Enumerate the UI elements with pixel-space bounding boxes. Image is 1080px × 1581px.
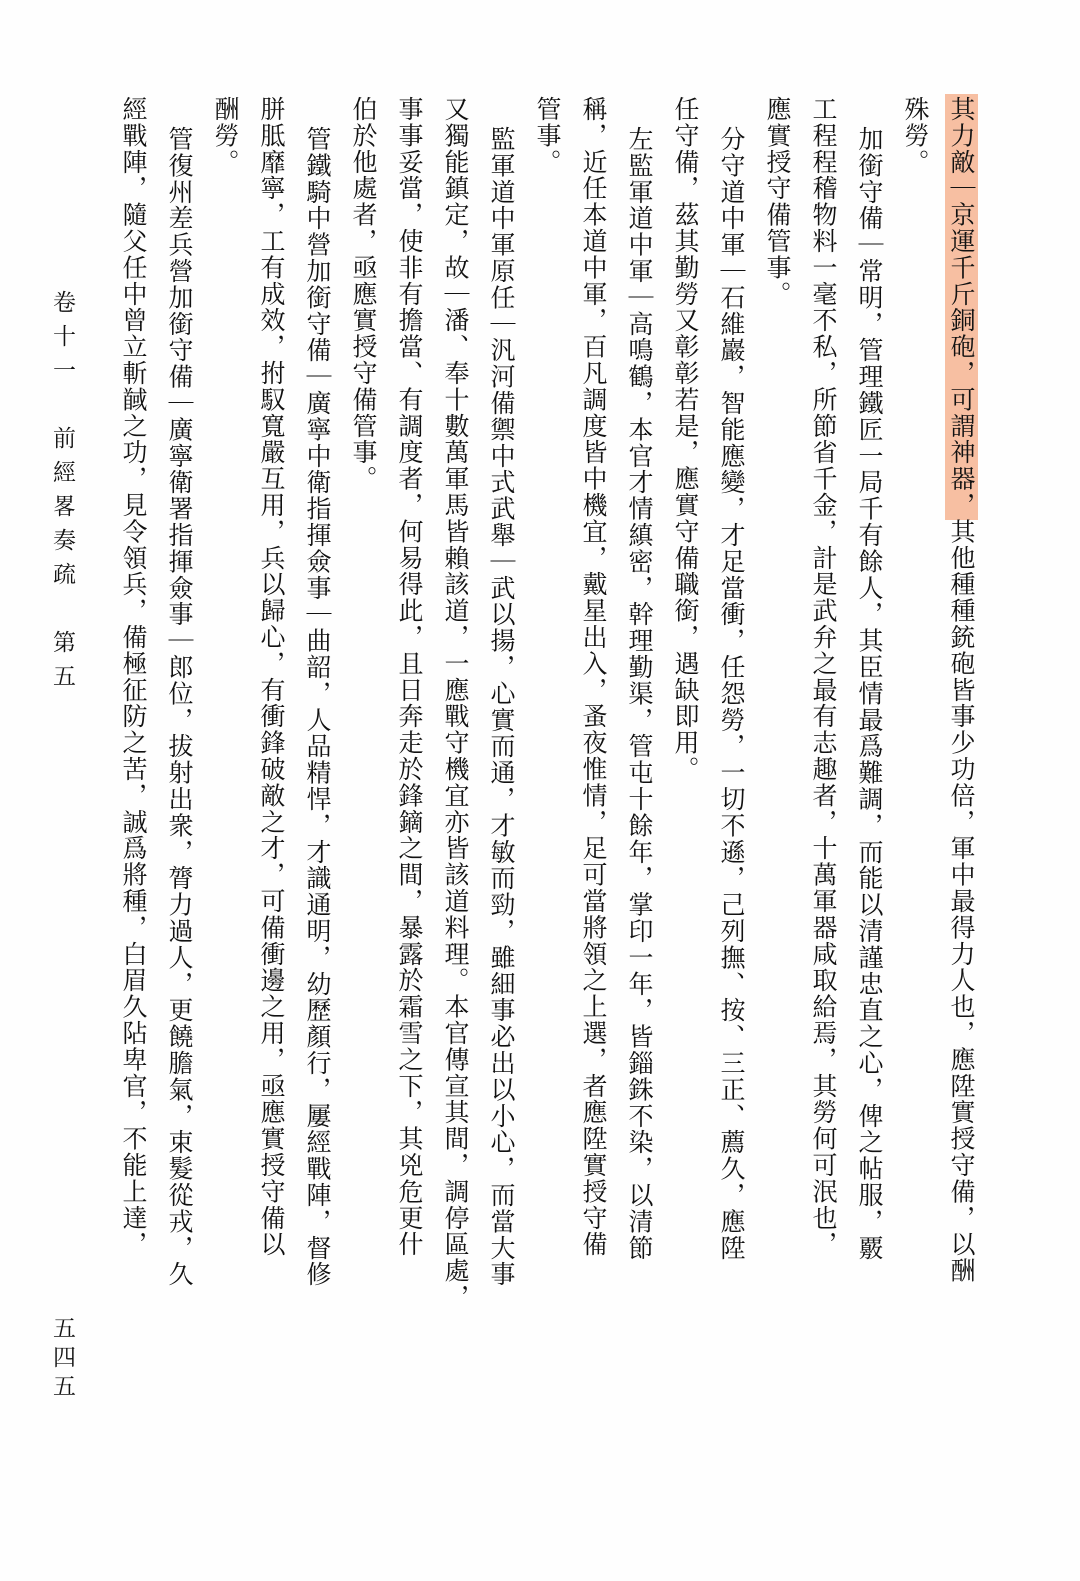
highlighted-phrase: 其力敵｜京運千斤銅砲，可謂神器， (947, 96, 976, 519)
text-column: 加銜守備｜常明，管理鐵匠一局千有餘人，其臣情最爲難調，而能以清謹忠直之心，俾之帖服，覈 (855, 126, 884, 1262)
text-column: 事事妥當，使非有擔當、有調度者，何易得此，且日奔走於鋒鏑之間，暴露於霜雪之下，其兇危更什 (395, 96, 424, 1258)
text-column (938, 96, 984, 1451)
text-column: 伯於他處者，亟應實授守備管事。 (349, 96, 378, 492)
text-column: 殊勞。 (901, 96, 930, 176)
text-column: 工程程稽物料一毫不私，所節省千金，計是武弁之最有志趣者，十萬軍器咸取給焉，其勞何可泯也， (809, 96, 838, 1258)
vertical-text-body (108, 96, 984, 1451)
text-column: 分守道中軍｜石維巖，智能應變，才足當衝，任怨勞，一切不遜，己列撫、按、三正、薦久，應陞 (717, 126, 746, 1262)
text-column: 左監軍道中軍｜高鳴鶴，本官才情縝密，幹理勤渠，管屯十餘年，掌印一年，皆錙銖不染，以清節 (625, 126, 654, 1262)
text-column: 酬勞。 (211, 96, 240, 176)
running-title: 卷十一 前經畧奏疏 第五 (49, 290, 75, 698)
text-column: 管復州差兵營加銜守備｜廣寧衛署指揮僉事｜郎位，拔射出衆，膂力過人，更饒膽氣，束髮從戎，久 (165, 126, 194, 1288)
text-column: 經戰陣，隨父任中曾立斬馘之功，見令領兵，備極征防之苦，誠爲將種，白眉久阽卑官，不能上達， (119, 96, 148, 1258)
text-column: 應實授守備管事。 (763, 96, 792, 308)
text-column: 管鐵騎中營加銜守備｜廣寧中衛指揮僉事｜曲韶，人品精悍，才識通明，幼歷顏行，屢經戰陣，督修 (303, 126, 332, 1288)
text-column: 監軍道中軍原任｜汎河備禦中式武舉｜武以揚，心實而通，才敏而勁，雖細事必出以小心，而當大事 (487, 126, 516, 1288)
text-column: 稱，近任本道中軍，百凡調度皆中機宜，戴星出入，蚤夜惟情，足可當將領之上選，者應陞實授守備 (579, 96, 608, 1258)
text-column: 管事。 (533, 96, 562, 176)
page-number: 五四五 (49, 1316, 75, 1403)
text-column: 任守備，茲其勤勞又彰彰若是，應實守備職銜，遇缺即用。 (671, 96, 700, 783)
text-column: 又獨能鎮定，故｜潘、奉十數萬軍馬皆賴該道，一應戰守機宜亦皆該道料理。本官傳宣其間，調停區處， (441, 96, 470, 1311)
column-text-plain-post: 其他種種銃砲皆事少功倍，軍中最得力人也，應陞實授守備，以酬 (947, 518, 976, 1285)
text-column: 胼胝靡寧，工有成效，拊馭寬嚴互用，兵以歸心，有衝鋒破敵之才，可備衝邊之用，亟應實授守備以 (257, 96, 286, 1258)
